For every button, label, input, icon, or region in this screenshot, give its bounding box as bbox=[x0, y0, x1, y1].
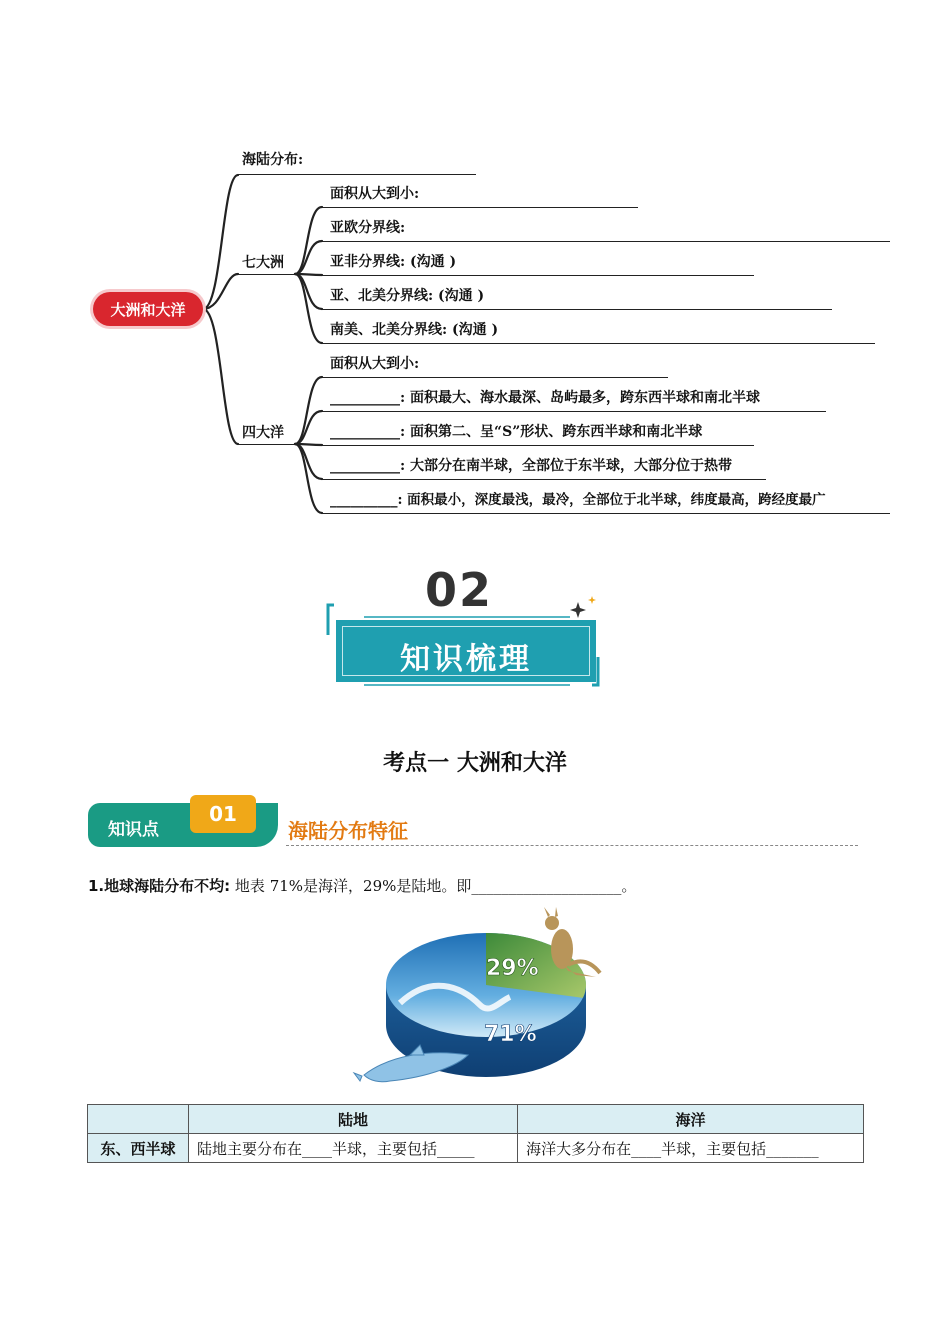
mindmap-underline bbox=[322, 241, 890, 242]
oceans-item: __________: 大部分在南半球，全部位于东半球，大部分位于热带 bbox=[330, 458, 733, 474]
continents-item: 亚非分界线: (沟通 ) bbox=[330, 254, 457, 270]
continents-item: 面积从大到小: bbox=[330, 186, 420, 202]
table-header-cell bbox=[88, 1105, 189, 1134]
sparkle-icon bbox=[568, 594, 602, 620]
mindmap-underline bbox=[238, 444, 295, 445]
mindmap-underline bbox=[322, 207, 638, 208]
section-title: 考点一 大洲和大洋 bbox=[383, 751, 567, 776]
knowledge-point-title: 海陆分布特征 bbox=[288, 819, 408, 843]
continents-item: 南美、北美分界线: (沟通 ) bbox=[330, 322, 499, 338]
mindmap-branch-oceans: 四大洋 bbox=[242, 425, 284, 441]
mindmap-underline bbox=[238, 274, 295, 275]
pie-label-land: 29% bbox=[486, 956, 539, 981]
sea-land-pie-illustration bbox=[350, 905, 610, 1095]
hemisphere-table bbox=[87, 1104, 864, 1163]
knowledge-point-number bbox=[190, 795, 256, 833]
mindmap-root-node bbox=[93, 292, 203, 326]
table-header-cell: 陆地 bbox=[189, 1105, 518, 1134]
oceans-item: __________: 面积最小，深度最浅，最冷，全部位于北半球，纬度最高，跨经度最广 bbox=[330, 492, 826, 508]
knowledge-point-divider bbox=[286, 845, 858, 846]
banner-box bbox=[336, 620, 596, 682]
knowledge-point-number-text: 01 bbox=[209, 802, 237, 826]
mindmap-underline bbox=[322, 513, 890, 514]
mindmap-underline bbox=[322, 275, 754, 276]
table-header-row bbox=[88, 1105, 864, 1134]
table-row bbox=[88, 1134, 864, 1163]
mindmap-underline bbox=[322, 479, 766, 480]
mindmap-root-label: 大洲和大洋 bbox=[110, 300, 186, 319]
question-1 bbox=[88, 875, 636, 896]
oceans-item: __________: 面积第二、呈“S”形状、跨东西半球和南北半球 bbox=[330, 424, 703, 440]
table-row-header: 东、西半球 bbox=[88, 1134, 189, 1163]
mindmap-branch-continents: 七大洲 bbox=[242, 255, 284, 271]
oceans-item: 面积从大到小: bbox=[330, 356, 420, 372]
pie-label-ocean: 71% bbox=[484, 1022, 537, 1047]
mindmap-underline bbox=[322, 309, 832, 310]
mindmap-underline bbox=[322, 445, 754, 446]
table-header-cell: 海洋 bbox=[518, 1105, 864, 1134]
knowledge-point-label: 知识点 bbox=[108, 820, 159, 840]
question-1-text: 地表 71%是海洋，29%是陆地。即____________________。 bbox=[234, 877, 637, 895]
mindmap-underline bbox=[322, 377, 668, 378]
oceans-item: __________: 面积最大、海水最深、岛屿最多，跨东西半球和南北半球 bbox=[330, 390, 761, 406]
mindmap-underline bbox=[322, 343, 875, 344]
question-1-lead: 1.地球海陆分布不均: bbox=[88, 877, 231, 895]
continents-item: 亚欧分界线: bbox=[330, 220, 406, 236]
mindmap-branch-sea-land: 海陆分布: bbox=[242, 152, 304, 168]
mindmap-underline bbox=[238, 174, 476, 175]
table-cell: 海洋大多分布在____半球，主要包括_______ bbox=[518, 1134, 864, 1163]
banner-title: 知识梳理 bbox=[400, 642, 532, 677]
table-cell: 陆地主要分布在____半球，主要包括_____ bbox=[189, 1134, 518, 1163]
continents-item: 亚、北美分界线: (沟通 ) bbox=[330, 288, 485, 304]
section-number: 02 bbox=[425, 563, 494, 617]
mindmap-underline bbox=[322, 411, 826, 412]
